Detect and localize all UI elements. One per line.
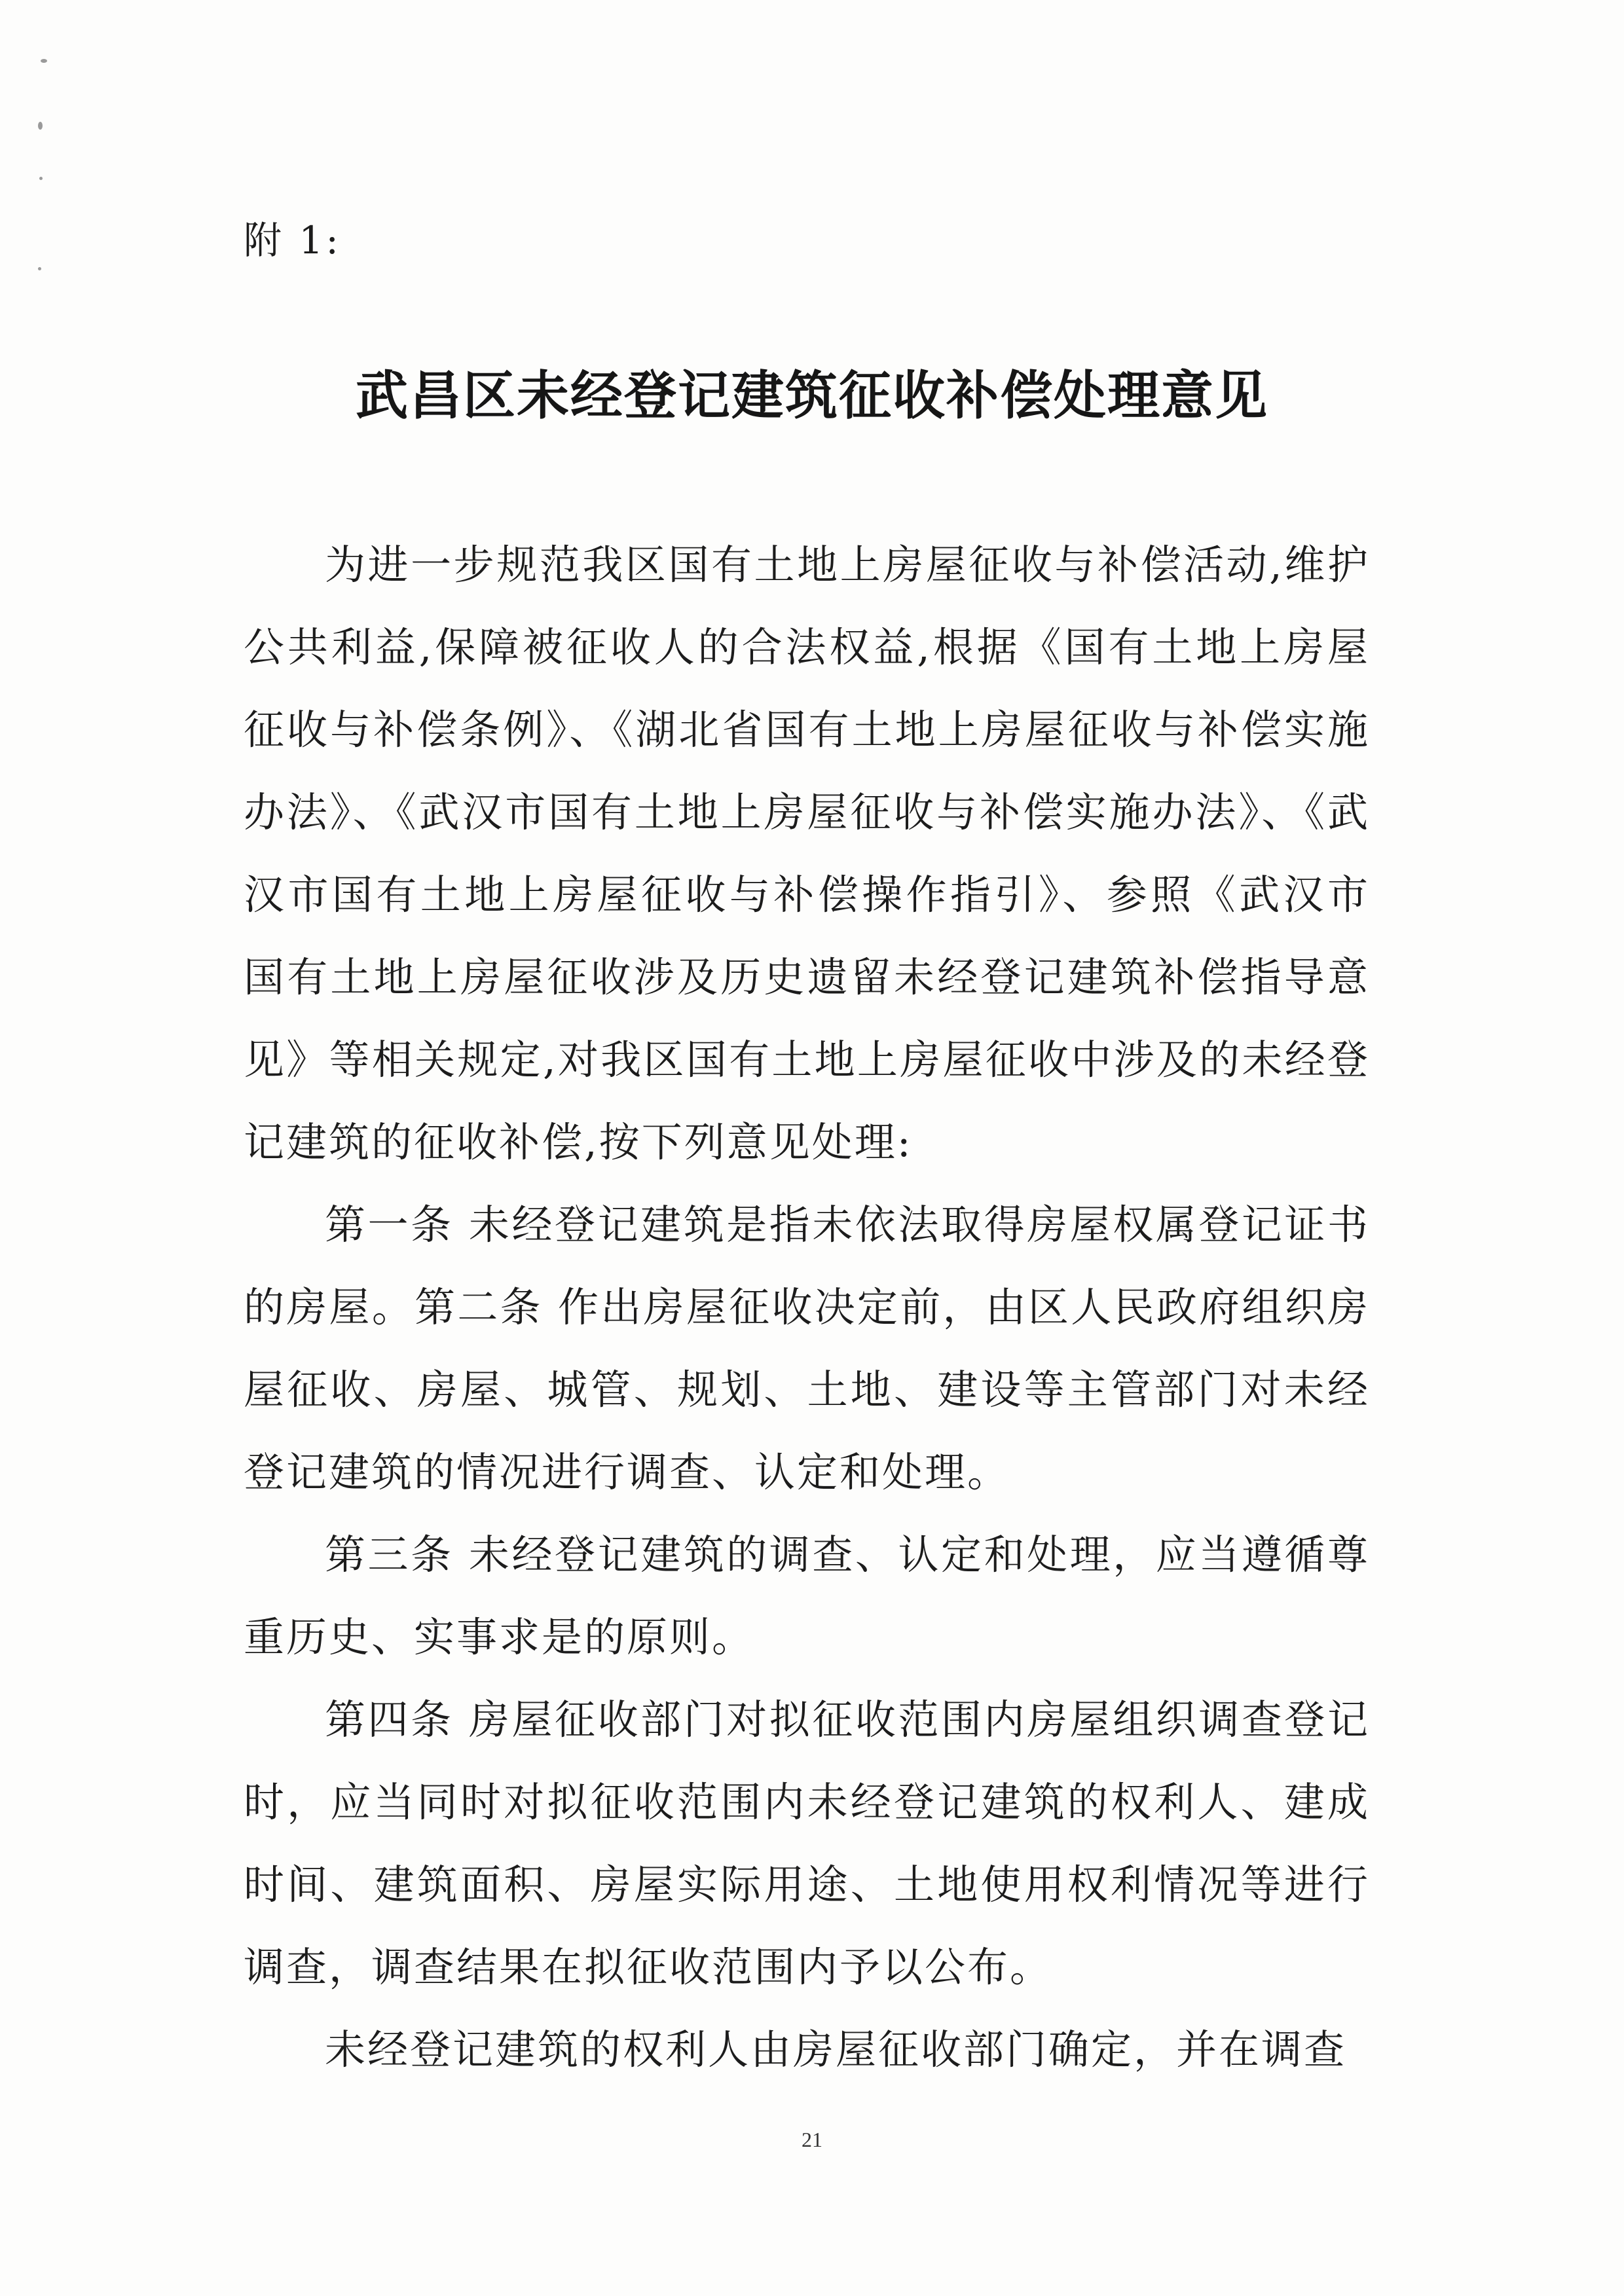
scan-speck xyxy=(38,122,43,130)
paragraph-article-4: 第四条 房屋征收部门对拟征收范围内房屋组织调查登记时，应当同时对拟征收范围内未经登记建筑的权利人、建成时间、建筑面积、房屋实际用途、土地使用权利情况等进行调查，调查结果在拟征收范围内予以公布。 xyxy=(244,1696,1370,1991)
page-number: 21 xyxy=(802,2128,822,2151)
document-body xyxy=(244,524,1370,2091)
paragraph-article-1-2: 第一条 未经登记建筑是指未依法取得房屋权属登记证书的房屋。第二条 作出房屋征收决定前，由区人民政府组织房屋征收、房屋、城管、规划、土地、建设等主管部门对未经登记建筑的情况进行调查、认定和处理。 xyxy=(244,1201,1370,1496)
scan-speck xyxy=(38,267,41,270)
paragraph-intro: 为进一步规范我区国有土地上房屋征收与补偿活动,维护公共利益,保障被征收人的合法权益,根据《国有土地上房屋征收与补偿条例》、《湖北省国有土地上房屋征收与补偿实施办法》、《武汉市国有土地上房屋征收与补偿实施办法》、《武汉市国有土地上房屋征收与补偿操作指引》、参照《武汉市国有土地上房屋征收涉及历史遗留未经登记建筑补偿指导意见》等相关规定,对我区国有土地上房屋征收中涉及的未经登记建筑的征收补偿,按下列意见处理: xyxy=(244,541,1370,1166)
document-title: 武昌区未经登记建筑征收补偿处理意见 xyxy=(356,365,1268,426)
attachment-label: 附 1: xyxy=(244,218,341,263)
paragraph-continuation: 未经登记建筑的权利人由房屋征收部门确定，并在调查 xyxy=(325,2026,1347,2073)
paragraph-article-3: 第三条 未经登记建筑的调查、认定和处理，应当遵循尊重历史、实事求是的原则。 xyxy=(244,1531,1370,1661)
scan-speck xyxy=(41,59,47,63)
scan-speck xyxy=(39,177,43,180)
